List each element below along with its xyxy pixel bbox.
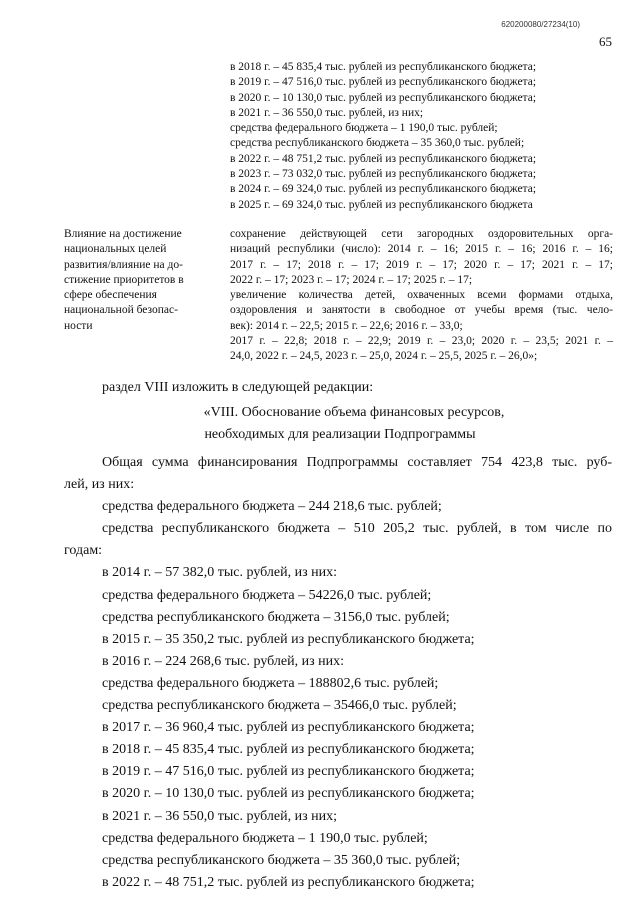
funding-line: в 2021 г. – 36 550,0 тыс. рублей, из них; xyxy=(230,106,424,119)
label-line: Влияние на достижение xyxy=(64,228,182,240)
section-body xyxy=(64,452,612,894)
paragraph-line: средства федерального бюджета – 244 218,6 тыс. рублей; xyxy=(102,499,442,515)
paragraph-line: в 2016 г. – 224 268,6 тыс. рублей, из них: xyxy=(102,653,345,669)
page-number: 65 xyxy=(599,34,612,49)
content-line: век): 2014 г. – 22,5; 2015 г. – 22,6; 2016 г. – 33,0; xyxy=(230,319,463,332)
impact-row-label xyxy=(64,227,214,334)
content-line: сохранение действующей сети загородных оздоровительных орга- xyxy=(230,228,613,240)
funding-by-year-list-continued xyxy=(230,60,615,213)
funding-line: в 2018 г. – 45 835,4 тыс. рублей из республиканского бюджета; xyxy=(230,61,537,73)
funding-line: в 2020 г. – 10 130,0 тыс. рублей из республиканского бюджета; xyxy=(230,91,537,104)
paragraph-line: в 2018 г. – 45 835,4 тыс. рублей из республиканского бюджета; xyxy=(102,742,475,758)
paragraph-line: годам: xyxy=(64,543,103,559)
content-line: оздоровления и занятости в свободное от учебы время (тыс. чело- xyxy=(230,304,613,317)
label-line: сфере обеспечения xyxy=(64,289,157,302)
paragraph-line: средства федерального бюджета – 54226,0 тыс. рублей; xyxy=(102,587,432,603)
paragraph-line: средства республиканского бюджета – 35 360,0 тыс. рублей; xyxy=(102,852,461,868)
content-line: 2022 г. – 17; 2023 г. – 17; 2024 г. – 17; 2025 г. – 17; xyxy=(230,273,473,286)
paragraph-line: лей, из них: xyxy=(64,477,135,493)
document-id: 620200080/27234(10) xyxy=(501,20,580,29)
funding-line: средства республиканского бюджета – 35 360,0 тыс. рублей; xyxy=(230,137,525,150)
funding-line: в 2025 г. – 69 324,0 тыс. рублей из республиканского бюджета xyxy=(230,198,533,211)
content-line: 2017 г. – 17; 2018 г. – 17; 2019 г. – 17; 2020 г. – 17; 2021 г. – 17; xyxy=(230,258,613,271)
paragraph-line: в 2021 г. – 36 550,0 тыс. рублей, из них; xyxy=(102,808,338,824)
label-line: развития/влияние на до- xyxy=(64,258,183,271)
paragraph-line: средства республиканского бюджета – 510 205,2 тыс. рублей, в том числе по xyxy=(102,521,612,537)
paragraph-line: средства федерального бюджета – 188802,6 тыс. рублей; xyxy=(102,675,439,691)
paragraph-line: в 2014 г. – 57 382,0 тыс. рублей, из них: xyxy=(102,565,338,581)
section-heading-line: «VIII. Обоснование объема финансовых ресурсов, xyxy=(203,405,505,420)
content-line: увеличение количества детей, охваченных всеми формами отдыха, xyxy=(230,289,613,302)
funding-line: в 2023 г. – 73 032,0 тыс. рублей из республиканского бюджета; xyxy=(230,168,537,181)
content-line: 2017 г. – 22,8; 2018 г. – 22,9; 2019 г. – 23,0; 2020 г. – 23,5; 2021 г. – xyxy=(230,335,613,348)
paragraph-line: в 2022 г. – 48 751,2 тыс. рублей из республиканского бюджета; xyxy=(102,874,475,890)
paragraph-line: в 2015 г. – 35 350,2 тыс. рублей из республиканского бюджета; xyxy=(102,631,475,647)
funding-line: средства федерального бюджета – 1 190,0 тыс. рублей; xyxy=(230,122,498,135)
label-line: национальных целей xyxy=(64,243,167,256)
section-heading xyxy=(0,402,640,446)
paragraph-line: средства федерального бюджета – 1 190,0 тыс. рублей; xyxy=(102,830,428,846)
label-line: ности xyxy=(64,319,93,332)
paragraph-line: средства республиканского бюджета – 3156,0 тыс. рублей; xyxy=(102,609,450,625)
paragraph-line: средства республиканского бюджета – 35466,0 тыс. рублей; xyxy=(102,698,457,714)
label-line: стижение приоритетов в xyxy=(64,273,184,286)
paragraph-line: в 2017 г. – 36 960,4 тыс. рублей из республиканского бюджета; xyxy=(102,720,475,736)
paragraph-line: в 2020 г. – 10 130,0 тыс. рублей из республиканского бюджета; xyxy=(102,786,475,802)
funding-line: в 2022 г. – 48 751,2 тыс. рублей из республиканского бюджета; xyxy=(230,152,537,165)
content-line: низаций республики (число): 2014 г. – 16; 2015 г. – 16; 2016 г. – 16; xyxy=(230,243,613,256)
section-heading-line: необходимых для реализации Подпрограммы xyxy=(204,427,476,442)
funding-line: в 2019 г. – 47 516,0 тыс. рублей из республиканского бюджета; xyxy=(230,76,537,89)
paragraph-line: в 2019 г. – 47 516,0 тыс. рублей из республиканского бюджета; xyxy=(102,764,475,780)
section-intro: раздел VIII изложить в следующей редакции: xyxy=(102,380,374,395)
content-line: 24,0, 2022 г. – 24,5, 2023 г. – 25,0, 2024 г. – 25,5, 2025 г. – 26,0»; xyxy=(230,350,538,363)
funding-line: в 2024 г. – 69 324,0 тыс. рублей из республиканского бюджета; xyxy=(230,183,537,196)
impact-row-content xyxy=(230,227,613,365)
paragraph-line: Общая сумма финансирования Подпрограммы составляет 754 423,8 тыс. руб- xyxy=(102,455,612,470)
label-line: национальной безопас- xyxy=(64,304,178,317)
